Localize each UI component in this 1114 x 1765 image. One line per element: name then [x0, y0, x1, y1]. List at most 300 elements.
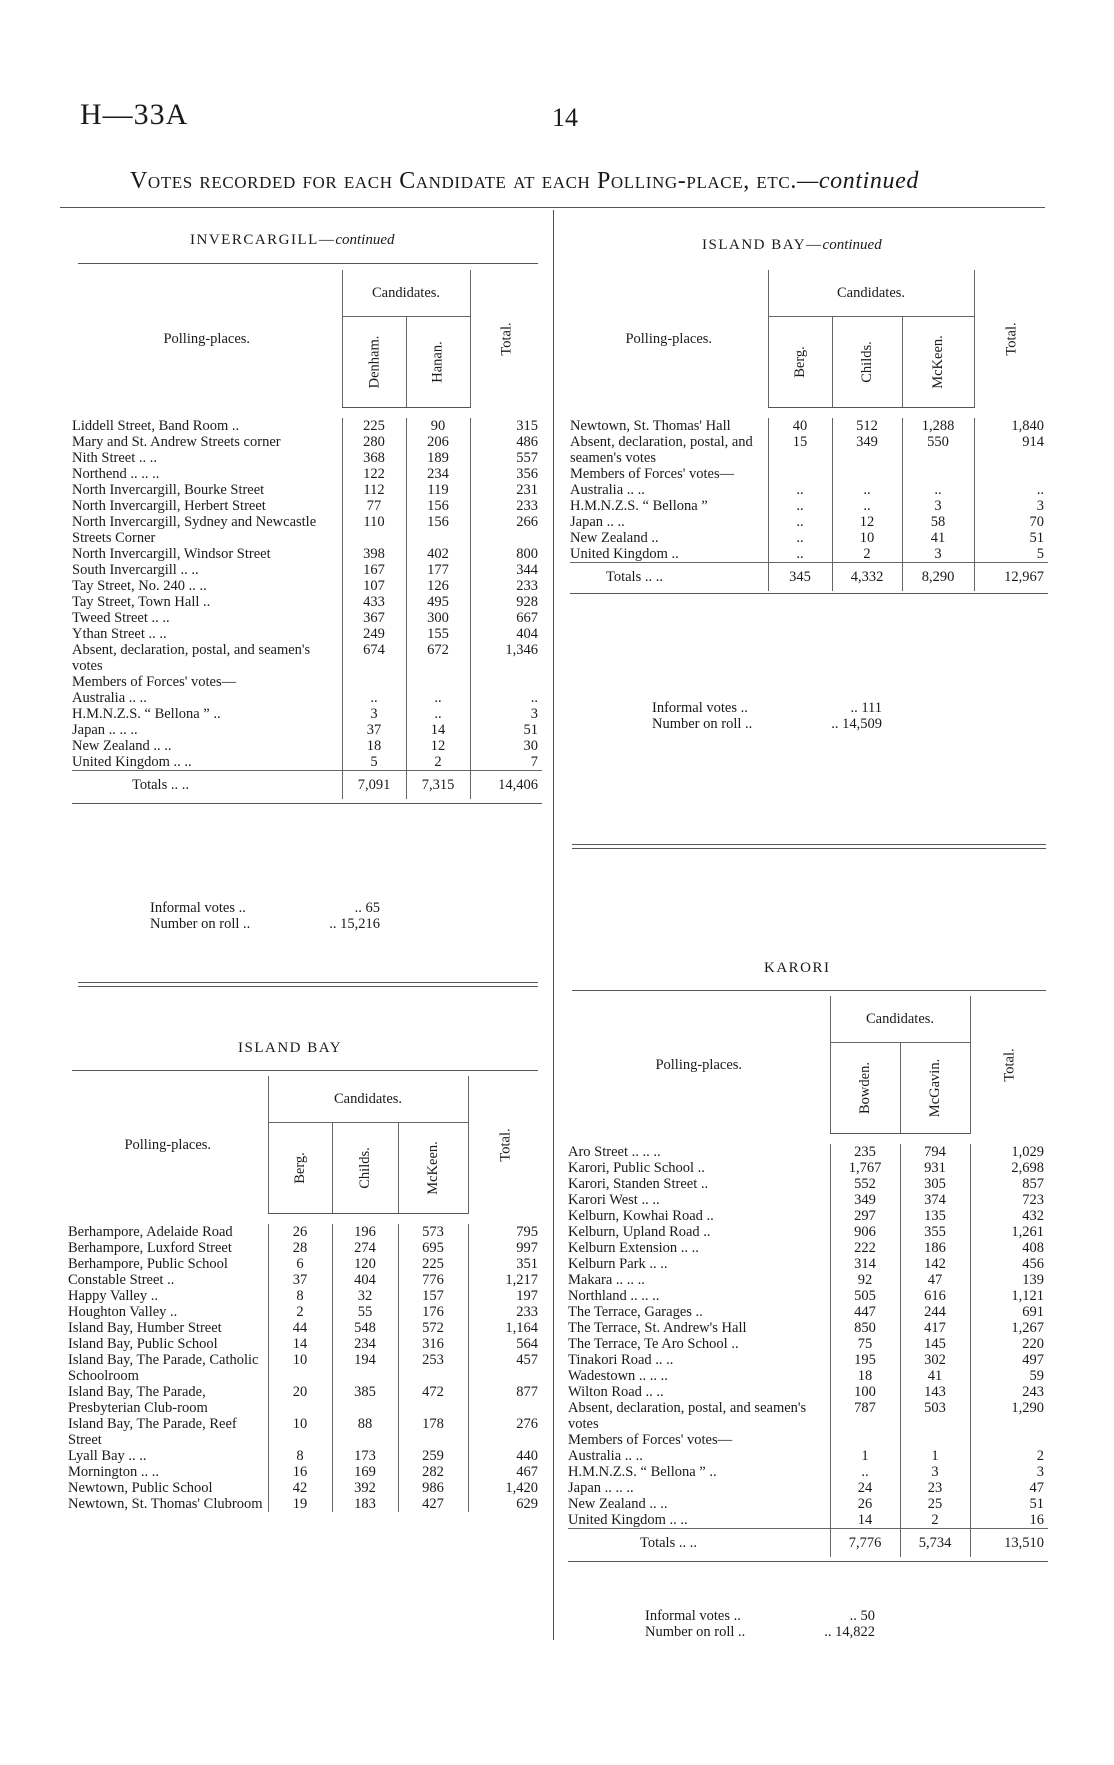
candidate-childs-header: Childs. [332, 1123, 398, 1214]
candidate-votes-cell: 548 [332, 1320, 398, 1336]
karori-top-rule [572, 990, 1046, 991]
totals-c1: 7,091 [342, 771, 406, 800]
table-row [568, 1352, 1048, 1368]
table-row [68, 1464, 542, 1480]
candidate-votes-cell: 75 [830, 1336, 900, 1352]
candidate-votes-cell: 90 [406, 418, 470, 434]
candidate-votes-cell: 447 [830, 1304, 900, 1320]
table-row [72, 498, 542, 514]
table-row [68, 1384, 542, 1416]
candidate-mckeen-header: McKeen. [398, 1123, 468, 1214]
candidate-votes-cell: 368 [342, 450, 406, 466]
polling-place-cell: Australia .. .. [570, 482, 645, 498]
polling-place-cell: Island Bay, The Parade, Presbyterian Club-room [68, 1384, 208, 1416]
polling-place-cell: Island Bay, The Parade, Reef Street [68, 1416, 237, 1448]
candidate-votes-cell: 427 [398, 1496, 468, 1512]
informal-votes-label: Informal votes .. [645, 1608, 741, 1624]
candidate-votes-cell: 122 [342, 466, 406, 482]
polling-place-cell: H.M.N.Z.S. “ Bellona ” .. [568, 1464, 717, 1480]
invercargill-totals-row [72, 771, 542, 800]
invercargill-title [190, 232, 394, 249]
informal-votes-label: Informal votes .. [150, 900, 246, 916]
table-row [570, 514, 1048, 530]
table-row [568, 1400, 1048, 1432]
polling-place-cell: Constable Street .. [68, 1272, 175, 1288]
number-on-roll-row [150, 916, 380, 932]
candidate-votes-cell: 253 [398, 1352, 468, 1384]
total-votes-cell: 723 [970, 1192, 1048, 1208]
polling-place-cell: H.M.N.Z.S. “ Bellona ” .. [72, 706, 221, 722]
polling-place-cell: Berhampore, Adelaide Road [68, 1224, 233, 1240]
candidate-votes-cell: 349 [830, 1192, 900, 1208]
table-row [72, 754, 542, 771]
candidate-votes-cell: 177 [406, 562, 470, 578]
candidate-votes-cell: 314 [830, 1256, 900, 1272]
table-row [568, 1288, 1048, 1304]
table-row [568, 1368, 1048, 1384]
candidate-votes-cell: 850 [830, 1320, 900, 1336]
title-rule [60, 207, 1045, 208]
polling-place-cell: Members of Forces' votes— [72, 674, 237, 690]
candidate-votes-cell: 316 [398, 1336, 468, 1352]
candidates-header: Candidates. [342, 270, 470, 317]
candidate-votes-cell: 126 [406, 578, 470, 594]
table-row [568, 1256, 1048, 1272]
total-votes-cell: 220 [970, 1336, 1048, 1352]
island-bay-cont-bottom-rule [570, 593, 1048, 594]
candidate-votes-cell: 14 [830, 1512, 900, 1529]
candidate-votes-cell: 156 [406, 498, 470, 514]
candidate-votes-cell: 931 [900, 1160, 970, 1176]
table-row [72, 626, 542, 642]
karori-table-block [568, 996, 1048, 1562]
total-votes-cell: .. [470, 690, 542, 706]
candidate-votes-cell [900, 1432, 970, 1448]
table-row [570, 546, 1048, 563]
candidate-votes-cell: 26 [830, 1496, 900, 1512]
total-votes-cell: 1,840 [974, 418, 1048, 434]
total-votes-cell: 997 [468, 1240, 542, 1256]
table-row [68, 1336, 542, 1352]
table-row [72, 562, 542, 578]
table-row [68, 1304, 542, 1320]
table-row [72, 546, 542, 562]
candidate-hanan-header: Hanan. [406, 317, 470, 408]
polling-place-cell: Kelburn, Kowhai Road .. [568, 1208, 714, 1224]
table-row [68, 1240, 542, 1256]
candidate-votes-cell [342, 674, 406, 690]
polling-place-cell: Mary and St. Andrew Streets corner [72, 434, 281, 450]
table-row [72, 434, 542, 450]
polling-place-cell: Wilton Road .. .. [568, 1384, 664, 1400]
polling-places-header: Polling-places. [163, 330, 251, 347]
informal-votes-value: .. 111 [850, 700, 882, 716]
island-bay-cont-table-block [570, 270, 1048, 594]
island-bay-top-rule [72, 1070, 538, 1071]
candidate-votes-cell: .. [832, 482, 902, 498]
candidate-votes-cell: 367 [342, 610, 406, 626]
candidate-votes-cell: 674 [342, 642, 406, 674]
karori-bottom-rule [568, 1561, 1048, 1562]
candidates-header: Candidates. [768, 270, 974, 317]
island-bay-cont-title-suffix: continued [822, 237, 882, 253]
polling-place-cell: Wadestown .. .. .. [568, 1368, 668, 1384]
candidate-votes-cell: 167 [342, 562, 406, 578]
candidate-votes-cell: 398 [342, 546, 406, 562]
candidate-votes-cell [768, 466, 832, 482]
table-row [568, 1144, 1048, 1160]
totals-label: Totals .. .. [72, 771, 342, 800]
island-bay-cont-rows [570, 408, 1048, 563]
table-row [568, 1480, 1048, 1496]
candidate-votes-cell: 155 [406, 626, 470, 642]
number-on-roll-value: .. 14,822 [824, 1624, 875, 1640]
candidate-votes-cell: 15 [768, 434, 832, 466]
table-row [72, 738, 542, 754]
table-row [72, 466, 542, 482]
total-votes-cell: 276 [468, 1416, 542, 1448]
candidate-votes-cell: 787 [830, 1400, 900, 1432]
candidate-votes-cell: 25 [900, 1496, 970, 1512]
island-bay-cont-title [702, 237, 882, 254]
candidate-votes-cell: 206 [406, 434, 470, 450]
table-row [568, 1160, 1048, 1176]
candidate-votes-cell: 135 [900, 1208, 970, 1224]
totals-total: 12,967 [974, 563, 1048, 592]
polling-place-cell: The Terrace, Te Aro School .. [568, 1336, 739, 1352]
table-row [68, 1416, 542, 1448]
candidate-votes-cell: 173 [332, 1448, 398, 1464]
candidate-votes-cell: 392 [332, 1480, 398, 1496]
table-row [72, 594, 542, 610]
candidate-votes-cell: 6 [268, 1256, 332, 1272]
total-votes-cell: 1,290 [970, 1400, 1048, 1432]
total-votes-cell: 408 [970, 1240, 1048, 1256]
candidate-votes-cell: 156 [406, 514, 470, 546]
spacer-cell [570, 408, 1048, 419]
candidate-votes-cell: 183 [332, 1496, 398, 1512]
invercargill-rows [72, 408, 542, 771]
polling-place-cell: Island Bay, Humber Street [68, 1320, 222, 1336]
candidate-votes-cell: 572 [398, 1320, 468, 1336]
total-votes-cell: 243 [970, 1384, 1048, 1400]
table-row [72, 482, 542, 498]
karori-totals-row [568, 1529, 1048, 1558]
total-votes-cell: 51 [970, 1496, 1048, 1512]
candidate-votes-cell: 695 [398, 1240, 468, 1256]
total-votes-cell: 2,698 [970, 1160, 1048, 1176]
total-votes-cell: 231 [470, 482, 542, 498]
table-row [568, 1240, 1048, 1256]
candidate-mcgavin-header: McGavin. [900, 1043, 970, 1134]
candidate-votes-cell: 259 [398, 1448, 468, 1464]
polling-place-cell: Tay Street, Town Hall .. [72, 594, 211, 610]
totals-c1: 345 [768, 563, 832, 592]
polling-place-cell: United Kingdom .. [570, 546, 679, 562]
total-votes-cell: 5 [974, 546, 1048, 563]
polling-place-cell: Kelburn, Upland Road .. [568, 1224, 711, 1240]
candidate-votes-cell: 349 [832, 434, 902, 466]
island-bay-cont-title-main: ISLAND BAY— [702, 237, 823, 253]
candidate-votes-cell: 2 [900, 1512, 970, 1529]
totals-c3: 8,290 [902, 563, 974, 592]
candidate-votes-cell: 433 [342, 594, 406, 610]
candidate-votes-cell: 16 [268, 1464, 332, 1480]
candidate-votes-cell: 472 [398, 1384, 468, 1416]
candidate-votes-cell: 77 [342, 498, 406, 514]
candidate-votes-cell: 552 [830, 1176, 900, 1192]
candidate-votes-cell: .. [832, 498, 902, 514]
candidate-votes-cell: .. [768, 530, 832, 546]
total-votes-cell: 51 [470, 722, 542, 738]
total-votes-cell: 344 [470, 562, 542, 578]
island-bay-rows [68, 1214, 542, 1513]
total-votes-cell: 266 [470, 514, 542, 546]
candidate-votes-cell: .. [406, 706, 470, 722]
table-row [72, 722, 542, 738]
candidate-votes-cell: 12 [832, 514, 902, 530]
totals-total: 13,510 [970, 1529, 1048, 1558]
total-votes-cell: 351 [468, 1256, 542, 1272]
candidate-votes-cell: 355 [900, 1224, 970, 1240]
total-votes-cell: 800 [470, 546, 542, 562]
candidate-votes-cell: 14 [406, 722, 470, 738]
totals-c2: 7,315 [406, 771, 470, 800]
candidate-votes-cell: 282 [398, 1464, 468, 1480]
candidate-votes-cell: .. [830, 1464, 900, 1480]
table-row [68, 1272, 542, 1288]
karori-summary [645, 1608, 875, 1640]
total-votes-cell: 928 [470, 594, 542, 610]
total-votes-cell: 914 [974, 434, 1048, 466]
polling-place-cell: Mornington .. .. [68, 1464, 160, 1480]
section-rule [572, 848, 1046, 849]
candidate-votes-cell: 244 [900, 1304, 970, 1320]
table-row [568, 1272, 1048, 1288]
candidate-votes-cell: 19 [268, 1496, 332, 1512]
total-votes-cell: 233 [470, 498, 542, 514]
table-row [72, 674, 542, 690]
polling-place-cell: Northend .. .. .. [72, 466, 160, 482]
candidate-votes-cell: 119 [406, 482, 470, 498]
table-row [68, 1352, 542, 1384]
candidate-votes-cell: 120 [332, 1256, 398, 1272]
invercargill-title-suffix: continued [335, 232, 395, 248]
candidate-votes-cell: 100 [830, 1384, 900, 1400]
candidate-votes-cell: 8 [268, 1448, 332, 1464]
totals-c1: 7,776 [830, 1529, 900, 1558]
table-row [568, 1304, 1048, 1320]
total-votes-cell: 432 [970, 1208, 1048, 1224]
island-bay-title: ISLAND BAY [238, 1040, 343, 1056]
candidate-votes-cell: 3 [900, 1464, 970, 1480]
polling-place-cell: Australia .. .. [568, 1448, 643, 1464]
spacer-cell [568, 1134, 1048, 1145]
polling-place-cell: North Invercargill, Windsor Street [72, 546, 271, 562]
total-votes-cell: 486 [470, 434, 542, 450]
candidate-votes-cell: 47 [900, 1272, 970, 1288]
karori-table [568, 996, 1048, 1557]
table-row [72, 642, 542, 674]
candidate-votes-cell: 176 [398, 1304, 468, 1320]
candidate-votes-cell: 503 [900, 1400, 970, 1432]
total-votes-cell: 557 [470, 450, 542, 466]
polling-places-header: Polling-places. [124, 1136, 212, 1153]
informal-votes-row [645, 1608, 875, 1624]
polling-place-cell: Berhampore, Luxford Street [68, 1240, 232, 1256]
polling-place-cell: New Zealand .. .. [568, 1496, 668, 1512]
table-row [68, 1256, 542, 1272]
candidate-votes-cell: 573 [398, 1224, 468, 1240]
polling-place-cell: Newtown, St. Thomas' Hall [570, 418, 731, 434]
candidate-votes-cell: 169 [332, 1464, 398, 1480]
candidate-votes-cell: 1 [830, 1448, 900, 1464]
polling-place-cell: The Terrace, Garages .. [568, 1304, 703, 1320]
candidate-votes-cell: 10 [268, 1416, 332, 1448]
candidate-votes-cell: 300 [406, 610, 470, 626]
candidate-votes-cell: 505 [830, 1288, 900, 1304]
candidate-votes-cell: 32 [332, 1288, 398, 1304]
total-votes-cell: 457 [468, 1352, 542, 1384]
candidate-votes-cell: 1,767 [830, 1160, 900, 1176]
candidate-votes-cell: 157 [398, 1288, 468, 1304]
polling-place-cell: North Invercargill, Sydney and Newcastle Streets Corner [72, 514, 317, 546]
candidate-mckeen-header: McKeen. [902, 317, 974, 408]
candidate-votes-cell: .. [768, 514, 832, 530]
polling-place-cell: Island Bay, The Parade, Catholic Schoolroom [68, 1352, 259, 1384]
total-header: Total. [468, 1076, 542, 1214]
candidate-votes-cell: 20 [268, 1384, 332, 1416]
polling-place-cell: Lyall Bay .. .. [68, 1448, 147, 1464]
candidate-votes-cell: 222 [830, 1240, 900, 1256]
candidate-votes-cell [832, 466, 902, 482]
candidate-votes-cell: 145 [900, 1336, 970, 1352]
total-votes-cell: 3 [970, 1464, 1048, 1480]
candidate-votes-cell: .. [768, 482, 832, 498]
table-row [72, 418, 542, 434]
table-row [72, 690, 542, 706]
candidate-childs-header: Childs. [832, 317, 902, 408]
polling-place-cell: Kelburn Park .. .. [568, 1256, 668, 1272]
candidate-votes-cell: 58 [902, 514, 974, 530]
candidate-votes-cell: 234 [332, 1336, 398, 1352]
informal-votes-value: .. 65 [354, 900, 380, 916]
candidate-votes-cell: .. [902, 482, 974, 498]
candidate-votes-cell: 88 [332, 1416, 398, 1448]
total-votes-cell: 456 [970, 1256, 1048, 1272]
number-on-roll-value: .. 14,509 [831, 716, 882, 732]
polling-place-cell: United Kingdom .. .. [72, 754, 192, 770]
candidate-votes-cell: 189 [406, 450, 470, 466]
total-votes-cell: 315 [470, 418, 542, 434]
candidate-votes-cell: 42 [268, 1480, 332, 1496]
informal-votes-row [150, 900, 380, 916]
spacer-row [568, 1134, 1048, 1145]
total-votes-cell: 47 [970, 1480, 1048, 1496]
table-row [72, 514, 542, 546]
candidate-votes-cell: .. [768, 498, 832, 514]
candidate-votes-cell: 2 [268, 1304, 332, 1320]
totals-total: 14,406 [470, 771, 542, 800]
invercargill-table [72, 270, 542, 799]
candidate-votes-cell: 225 [398, 1256, 468, 1272]
polling-place-cell: Japan .. .. .. [72, 722, 138, 738]
candidate-votes-cell: 1,288 [902, 418, 974, 434]
candidate-votes-cell: .. [768, 546, 832, 563]
table-row [568, 1224, 1048, 1240]
candidate-votes-cell: 3 [902, 498, 974, 514]
table-row [570, 530, 1048, 546]
candidate-votes-cell: 672 [406, 642, 470, 674]
invercargill-top-rule [78, 263, 538, 264]
candidate-votes-cell: 3 [902, 546, 974, 563]
table-row [68, 1480, 542, 1496]
candidate-votes-cell: 44 [268, 1320, 332, 1336]
candidate-votes-cell: .. [342, 690, 406, 706]
karori-title: KARORI [764, 960, 831, 976]
candidate-votes-cell: 195 [830, 1352, 900, 1368]
polling-place-cell: Absent, declaration, postal, and seamen's votes [570, 434, 753, 466]
total-votes-cell: 70 [974, 514, 1048, 530]
polling-place-cell: Berhampore, Public School [68, 1256, 228, 1272]
candidate-votes-cell: 186 [900, 1240, 970, 1256]
total-votes-cell: 59 [970, 1368, 1048, 1384]
polling-place-cell: New Zealand .. .. [72, 738, 172, 754]
informal-votes-label: Informal votes .. [652, 700, 748, 716]
candidates-header: Candidates. [830, 996, 970, 1043]
total-votes-cell: 691 [970, 1304, 1048, 1320]
polling-place-cell: Liddell Street, Band Room .. [72, 418, 240, 434]
column-divider [553, 210, 554, 1640]
total-votes-cell: 404 [470, 626, 542, 642]
candidate-votes-cell: 374 [900, 1192, 970, 1208]
candidate-votes-cell: 616 [900, 1288, 970, 1304]
table-row [68, 1496, 542, 1512]
total-votes-cell: 1,346 [470, 642, 542, 674]
candidate-votes-cell: 2 [406, 754, 470, 771]
polling-place-cell: Members of Forces' votes— [570, 466, 735, 482]
candidate-votes-cell: 40 [768, 418, 832, 434]
table-row [72, 450, 542, 466]
polling-place-cell: Aro Street .. .. .. [568, 1144, 661, 1160]
table-row [68, 1288, 542, 1304]
candidate-votes-cell: 142 [900, 1256, 970, 1272]
total-header: Total. [974, 270, 1048, 408]
table-row [570, 434, 1048, 466]
candidate-votes-cell: 225 [342, 418, 406, 434]
candidate-votes-cell: 55 [332, 1304, 398, 1320]
polling-places-header: Polling-places. [625, 330, 713, 347]
total-votes-cell: 1,420 [468, 1480, 542, 1496]
total-votes-cell: 30 [470, 738, 542, 754]
polling-place-cell: Makara .. .. .. [568, 1272, 645, 1288]
number-on-roll-label: Number on roll .. [150, 916, 251, 932]
total-votes-cell: 667 [470, 610, 542, 626]
table-row [72, 578, 542, 594]
candidate-votes-cell: 776 [398, 1272, 468, 1288]
page-title-main: Votes recorded for each Candidate at each Polling-place, etc. [130, 168, 797, 194]
candidate-votes-cell: 12 [406, 738, 470, 754]
polling-place-cell: Newtown, St. Thomas' Clubroom [68, 1496, 263, 1512]
candidate-votes-cell: 404 [332, 1272, 398, 1288]
table-row [68, 1320, 542, 1336]
candidate-votes-cell: 906 [830, 1224, 900, 1240]
candidate-votes-cell: 143 [900, 1384, 970, 1400]
total-votes-cell: 1,121 [970, 1288, 1048, 1304]
candidates-header: Candidates. [268, 1076, 468, 1123]
total-votes-cell: 440 [468, 1448, 542, 1464]
candidate-votes-cell: 274 [332, 1240, 398, 1256]
